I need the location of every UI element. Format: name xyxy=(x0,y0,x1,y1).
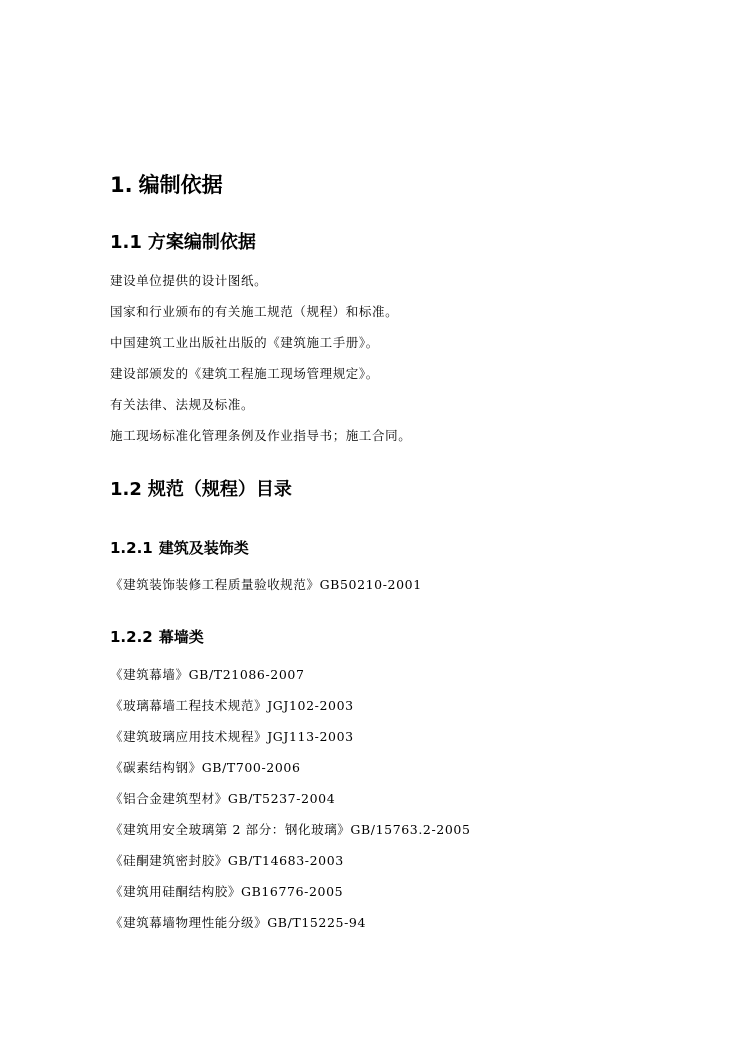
section-number: 1.2 xyxy=(110,479,142,500)
section-title: 方案编制依据 xyxy=(147,232,256,253)
section-title: 规范（规程）目录 xyxy=(147,479,292,500)
basis-item: 施工现场标准化管理条例及作业指导书；施工合同。 xyxy=(110,428,412,443)
standard-item: 《建筑用安全玻璃第 2 部分：钢化玻璃》GB/15763.2-2005 xyxy=(110,822,471,837)
section-number: 1.1 xyxy=(110,232,142,253)
heading-number: 1. xyxy=(110,173,133,197)
standard-item: 《硅酮建筑密封胶》GB/T14683-2003 xyxy=(110,853,344,868)
standard-item: 《建筑用硅酮结构胶》GB16776-2005 xyxy=(110,884,344,899)
standard-item: 《建筑装饰装修工程质量验收规范》GB50210-2001 xyxy=(110,577,422,592)
standard-item: 《碳素结构钢》GB/T700-2006 xyxy=(110,760,301,775)
section-number: 1.2.1 xyxy=(110,539,153,557)
basis-item: 有关法律、法规及标准。 xyxy=(110,397,255,412)
basis-item: 建设部颁发的《建筑工程施工现场管理规定》。 xyxy=(110,366,379,381)
heading-text: 编制依据 xyxy=(138,173,223,197)
standard-item: 《建筑幕墙物理性能分级》GB/T15225-94 xyxy=(110,915,367,930)
standard-item: 《建筑幕墙》GB/T21086-2007 xyxy=(110,667,305,682)
basis-item: 国家和行业颁布的有关施工规范（规程）和标准。 xyxy=(110,304,399,319)
section-title: 幕墙类 xyxy=(158,628,204,646)
section-number: 1.2.2 xyxy=(110,628,153,646)
heading-compilation-basis xyxy=(110,170,223,200)
heading-section-1-1 xyxy=(110,230,256,256)
standard-item: 《铝合金建筑型材》GB/T5237-2004 xyxy=(110,791,336,806)
heading-section-1-2-1 xyxy=(110,537,249,559)
basis-item: 中国建筑工业出版社出版的《建筑施工手册》。 xyxy=(110,335,379,350)
basis-item: 建设单位提供的设计图纸。 xyxy=(110,273,268,288)
heading-section-1-2-2 xyxy=(110,626,204,648)
section-title: 建筑及装饰类 xyxy=(158,539,249,557)
standard-item: 《玻璃幕墙工程技术规范》JGJ102-2003 xyxy=(110,698,354,713)
heading-section-1-2 xyxy=(110,477,292,503)
standard-item: 《建筑玻璃应用技术规程》JGJ113-2003 xyxy=(110,729,354,744)
